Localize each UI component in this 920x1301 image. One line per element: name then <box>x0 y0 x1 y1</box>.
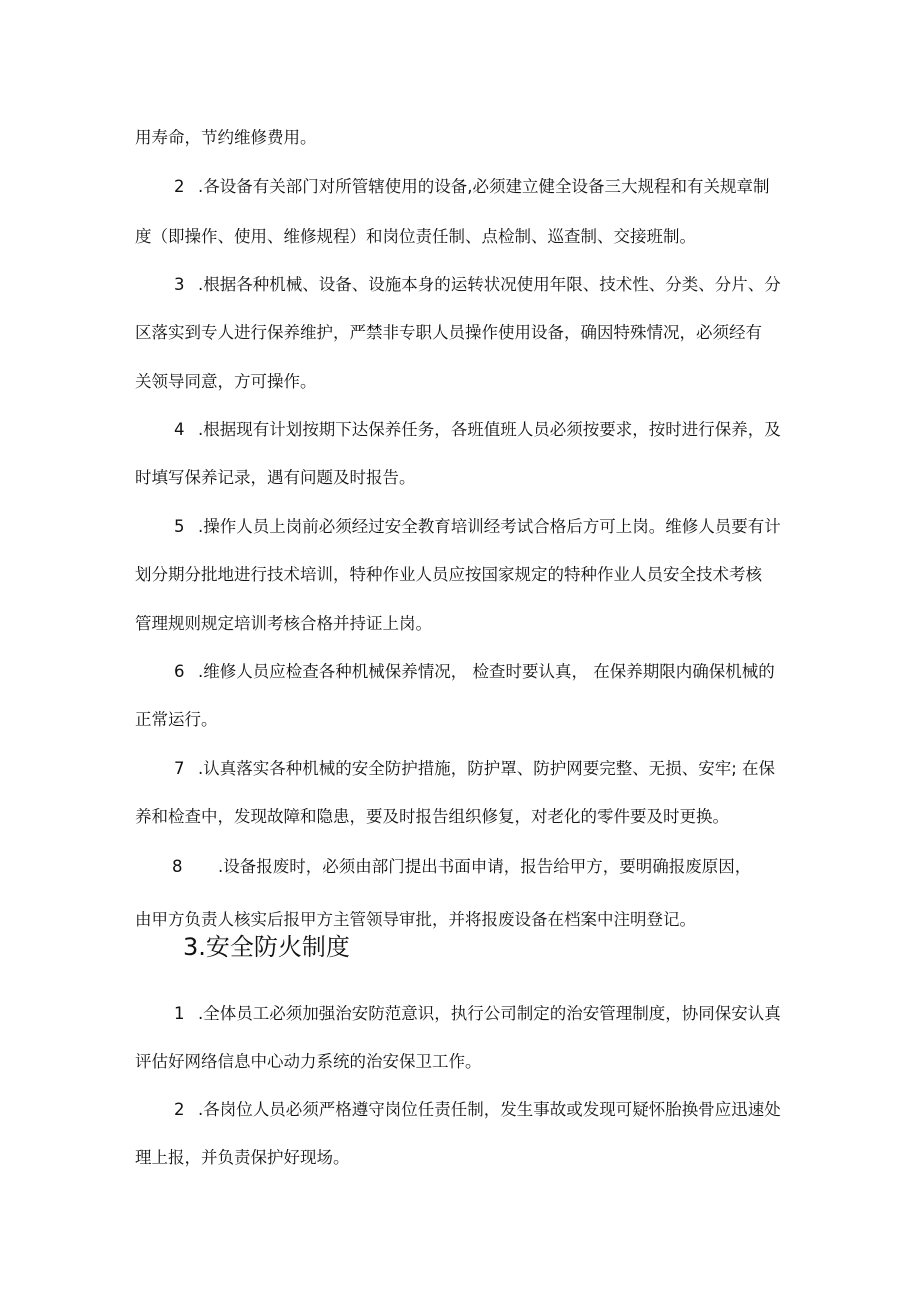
paragraph-line: .根据各种机械、设备、设施本身的运转状况使用年限、技术性、分类、分片、分 <box>198 275 781 294</box>
paragraph-line: 关领导同意，方可操作。 <box>135 372 317 391</box>
paragraph-line: 用寿命，节约维修费用。 <box>135 128 317 147</box>
list-item-number: 2 <box>174 1100 185 1119</box>
list-item-number: 4 <box>174 420 185 439</box>
list-item-number: 6 <box>174 662 185 681</box>
paragraph-line: 养和检查中，发现故障和隐患，要及时报告组织修复，对老化的零件要及时更换。 <box>135 807 729 826</box>
paragraph-line: 理上报，并负责保护好现场。 <box>135 1148 350 1167</box>
paragraph-line: .各设备有关部门对所管辖使用的设备,必须建立健全设备三大规程和有关规章制 <box>198 177 770 196</box>
paragraph-line: 度（即操作、使用、维修规程）和岗位责任制、点检制、巡查制、交接班制。 <box>135 227 696 246</box>
list-item-number: 5 <box>174 517 185 536</box>
list-item-number: 1 <box>174 1004 185 1023</box>
paragraph-line: 正常运行。 <box>135 710 218 729</box>
paragraph-line: 由甲方负责人核实后报甲方主管领导审批，并将报废设备在档案中注明登记。 <box>135 910 696 929</box>
list-item-number: 3 <box>174 275 185 294</box>
paragraph-line: .认真落实各种机械的安全防护措施，防护罩、防护网要完整、无损、安牢; 在保 <box>198 759 776 778</box>
list-item-number: 8 <box>172 857 183 876</box>
list-item-number: 7 <box>174 759 185 778</box>
paragraph-line: .全体员工必须加强治安防范意识，执行公司制定的治安管理制度，协同保安认真 <box>198 1004 781 1023</box>
paragraph-line: 区落实到专人进行保养维护，严禁非专职人员操作使用设备，确因特殊情况，必须经有 <box>135 323 762 342</box>
list-item-number: 2 <box>174 177 185 196</box>
paragraph-line: .操作人员上岗前必须经过安全教育培训经考试合格后方可上岗。维修人员要有计 <box>198 517 781 536</box>
paragraph-line: .设备报废时，必须由部门提出书面申请，报告给甲方，要明确报废原因， <box>218 857 752 876</box>
paragraph-line: 时填写保养记录，遇有问题及时报告。 <box>135 468 416 487</box>
paragraph-line: 划分期分批地进行技术培训，特种作业人员应按国家规定的特种作业人员安全技术考核 <box>135 565 762 584</box>
paragraph-line: .各岗位人员必须严格遵守岗位任责任制，发生事故或发现可疑怀胎换骨应迅速处 <box>198 1100 781 1119</box>
paragraph-line: .根据现有计划按期下达保养任务，各班值班人员必须按要求，按时进行保养，及 <box>198 420 781 439</box>
paragraph-line: .维修人员应检查各种机械保养情况， 检查时要认真， 在保养期限内确保机械的 <box>198 662 775 681</box>
section-heading: 3.安全防火制度 <box>183 933 350 961</box>
paragraph-line: 管理规则规定培训考核合格并持证上岗。 <box>135 614 432 633</box>
paragraph-line: 评估好网络信息中心动力系统的治安保卫工作。 <box>135 1052 482 1071</box>
